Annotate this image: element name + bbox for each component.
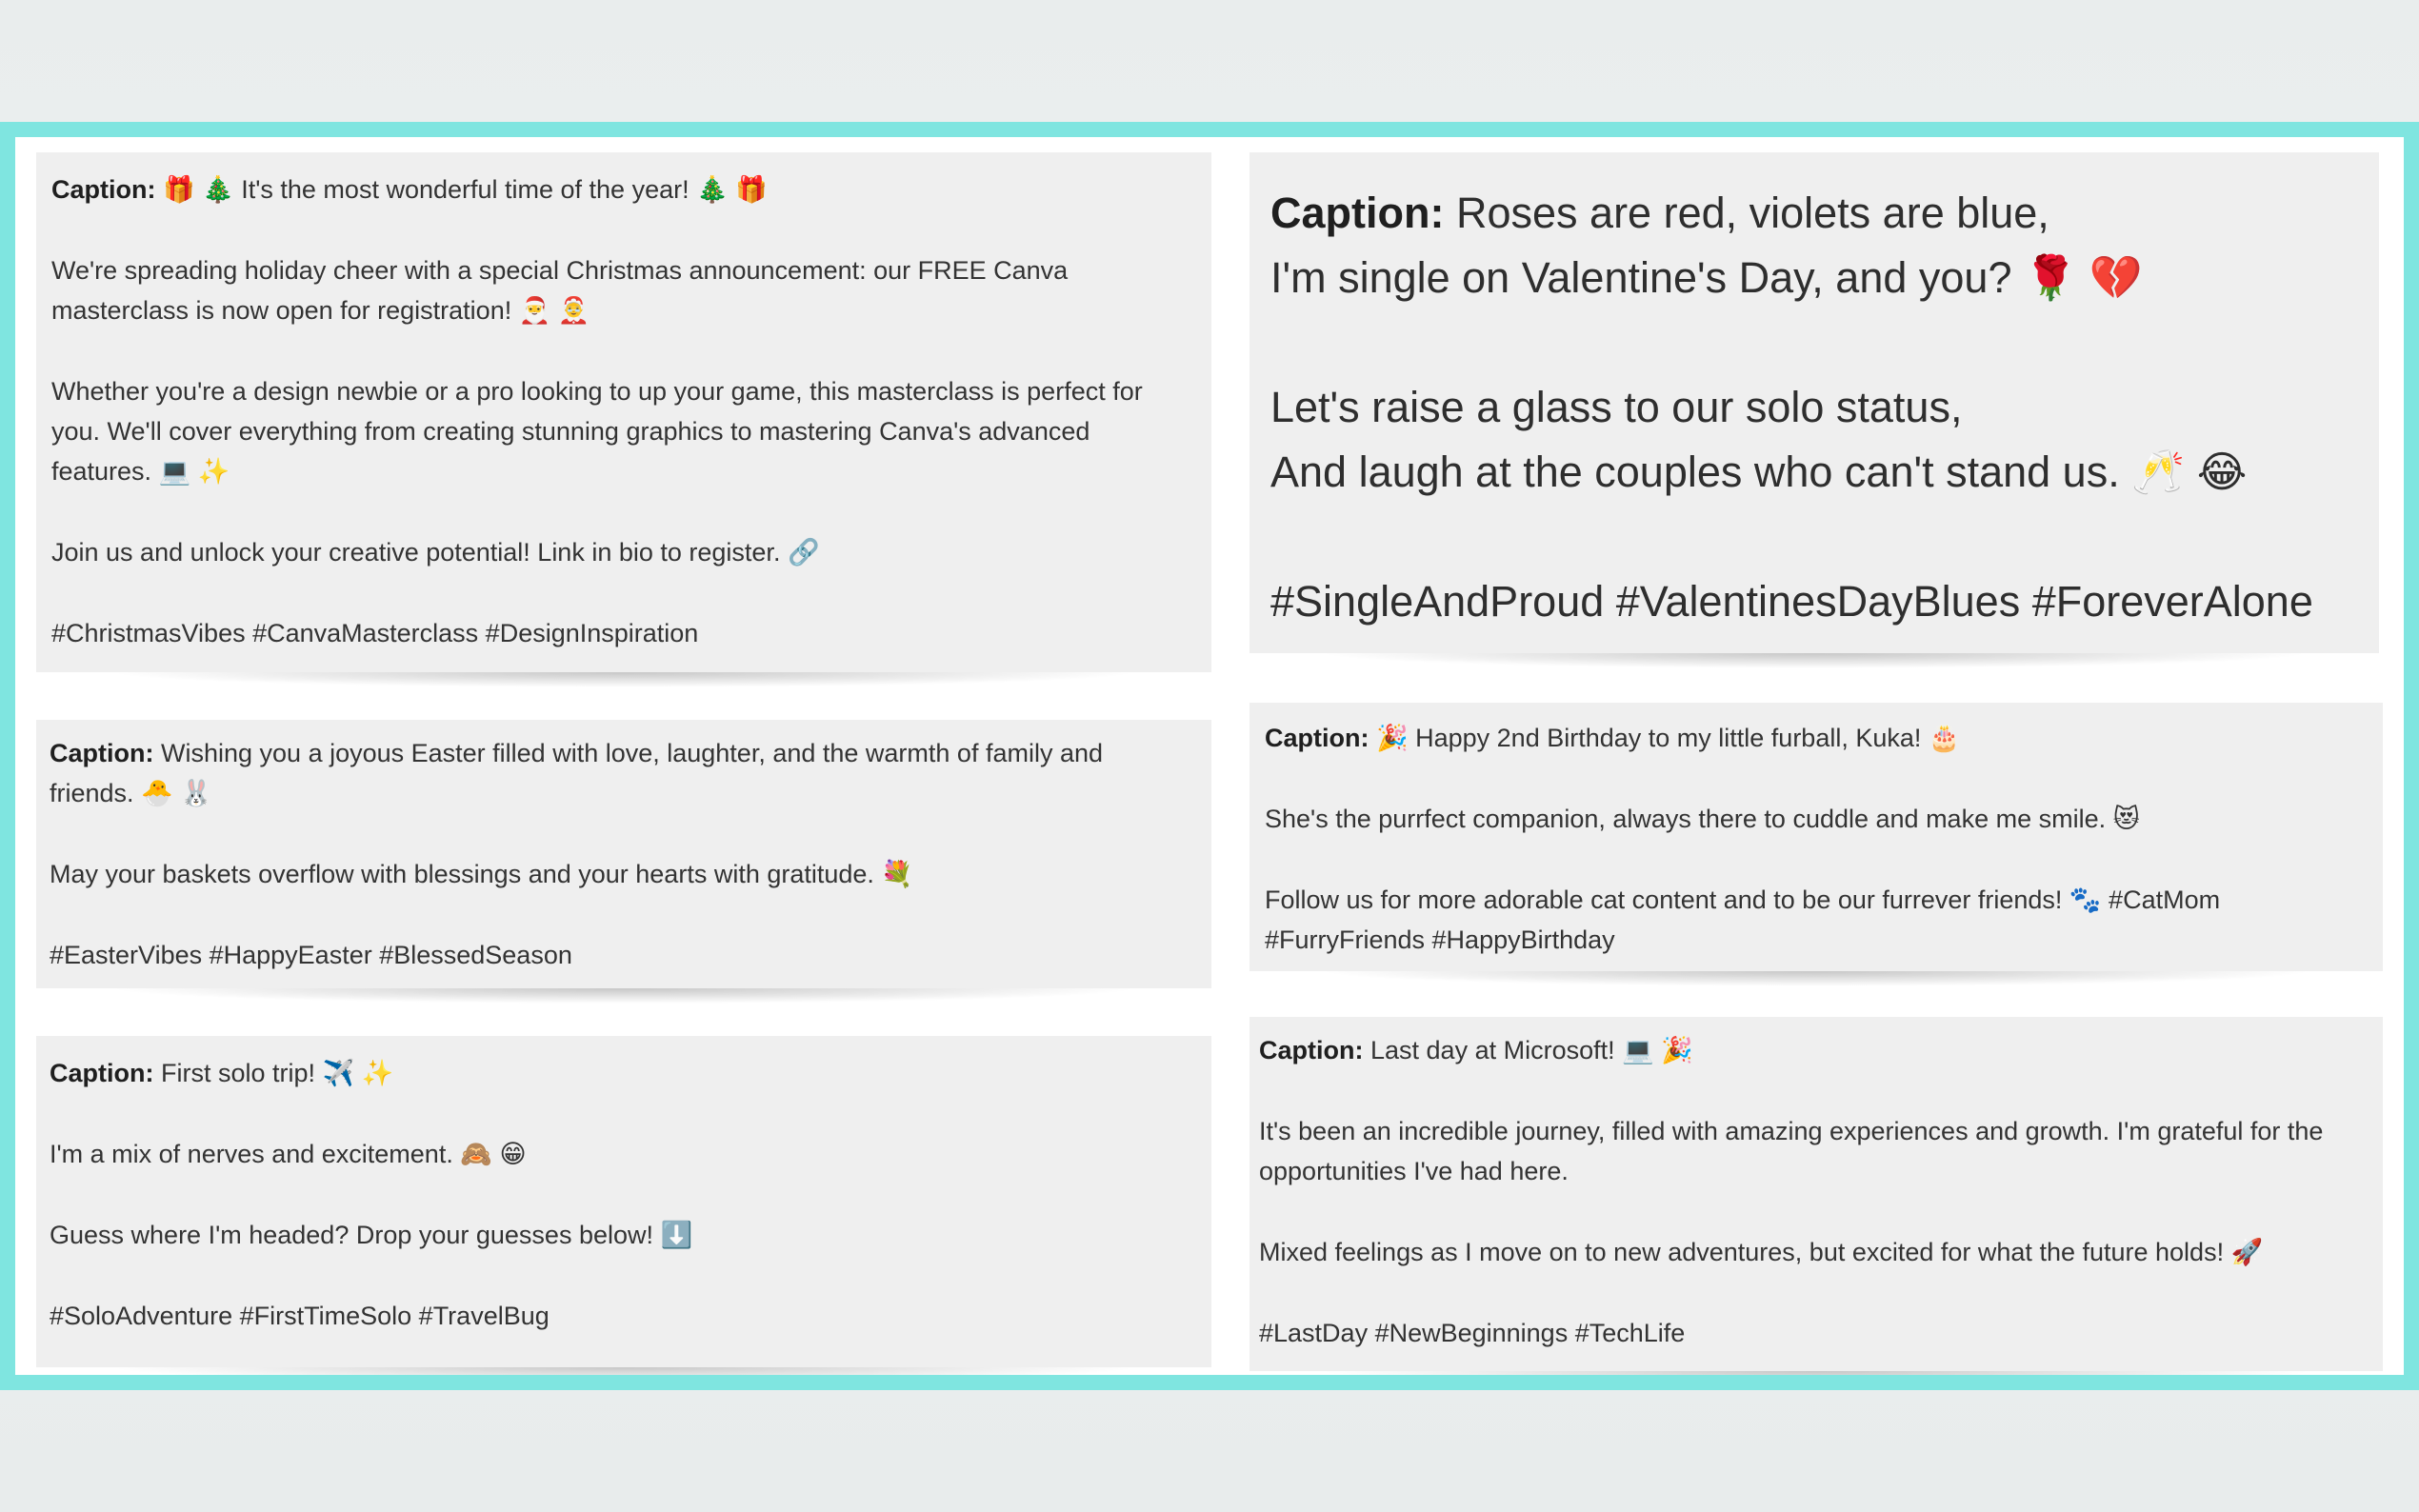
caption-line (1270, 181, 2360, 310)
caption-card-christmas (36, 152, 1211, 672)
caption-card-birthday (1249, 703, 2383, 971)
caption-label: Caption: (1259, 1036, 1364, 1064)
cta-paragraph: Join us and unlock your creative potential! Link in bio to register. 🔗 (51, 538, 820, 567)
blessing-paragraph: May your baskets overflow with blessings and your hearts with gratitude. 💐 (50, 860, 914, 888)
caption-text: 🎉 Happy 2nd Birthday to my little furball, Kuka! 🎂 (1376, 724, 1961, 752)
feelings-paragraph: Mixed feelings as I move on to new adventures, but excited for what the future holds! 🚀 (1259, 1238, 2264, 1266)
caption-text: Roses are red, violets are blue, I'm single on Valentine's Day, and you? 🌹 💔 (1270, 189, 2143, 302)
caption-card-easter (36, 720, 1211, 988)
toast-paragraph: Let's raise a glass to our solo status, And laugh at the couples who can't stand us. 🥂 😂 (1270, 383, 2248, 496)
captions-panel (15, 137, 2404, 1375)
caption-label: Caption: (1265, 724, 1369, 752)
hashtags: #LastDay #NewBeginnings #TechLife (1259, 1319, 1686, 1347)
caption-line (1265, 718, 2364, 758)
question-paragraph: Guess where I'm headed? Drop your guesses below! ⬇️ (50, 1221, 693, 1249)
follow-paragraph: Follow us for more adorable cat content and to be our furrever friends! 🐾 #CatMom #FurryFriends #HappyBirthday (1265, 885, 2221, 954)
caption-text: 🎁 🎄 It's the most wonderful time of the year! 🎄 🎁 (163, 175, 768, 204)
caption-card-valentine (1249, 152, 2379, 653)
caption-label: Caption: (50, 739, 154, 767)
details-paragraph: Whether you're a design newbie or a pro looking to up your game, this masterclass is perfect for you. We'll cover everything from creating stunning graphics to mastering Canva's advanced features. 💻 ✨ (51, 377, 1143, 486)
caption-text: Wishing you a joyous Easter filled with love, laughter, and the warmth of family and friends. 🐣 🐰 (50, 739, 1104, 807)
caption-label: Caption: (51, 175, 156, 204)
companion-paragraph: She's the purrfect companion, always there to cuddle and make me smile. 😻 (1265, 805, 2140, 833)
caption-line (1259, 1030, 2354, 1070)
cyan-frame (0, 122, 2419, 1390)
caption-card-microsoft (1249, 1017, 2383, 1371)
caption-line (50, 733, 1192, 813)
caption-text: Last day at Microsoft! 💻 🎉 (1370, 1036, 1693, 1064)
hashtags: #SingleAndProud #ValentinesDayBlues #ForeverAlone (1270, 577, 2313, 626)
hashtags: #EasterVibes #HappyEaster #BlessedSeason (50, 941, 572, 969)
caption-label: Caption: (50, 1059, 154, 1087)
caption-text: First solo trip! ✈️ ✨ (161, 1059, 394, 1087)
hashtags: #SoloAdventure #FirstTimeSolo #TravelBug (50, 1302, 550, 1330)
caption-card-solo-trip (36, 1036, 1211, 1367)
caption-label: Caption: (1270, 189, 1445, 237)
feeling-paragraph: I'm a mix of nerves and excitement. 🙈 😁 (50, 1140, 527, 1168)
caption-line (50, 1053, 1192, 1093)
hashtags: #ChristmasVibes #CanvaMasterclass #DesignInspiration (51, 619, 699, 647)
announcement-paragraph: We're spreading holiday cheer with a special Christmas announcement: our FREE Canva masterclass is now open for registration! 🎅 🤶 (51, 256, 1069, 325)
caption-line (51, 169, 1192, 209)
journey-paragraph: It's been an incredible journey, filled with amazing experiences and growth. I'm grateful for the opportunities I've had here. (1259, 1117, 2324, 1185)
